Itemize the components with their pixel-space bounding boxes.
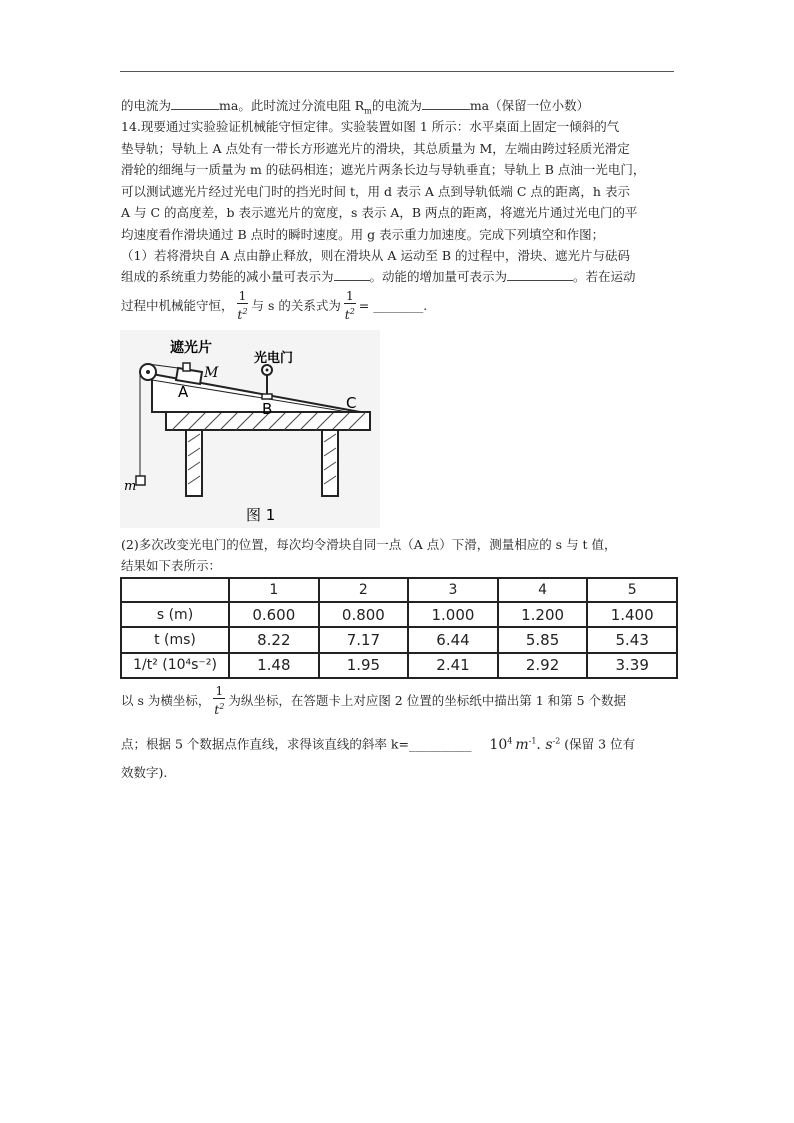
question-14-line: 可以测试遮光片经过光电门时的挡光时间 t，用 d 表示 A 点到导轨低端 C 点的距离，h 表示 (121, 184, 630, 199)
text-segment: 以 s 为横坐标， (121, 693, 211, 708)
question-14-line: 滑轮的细绳与一质量为 m 的砝码相连；遮光片两条长边与导轨垂直；导轨上 B 点油一光电门， (121, 162, 646, 177)
text-segment: 与 s 的关系式为 (251, 298, 341, 313)
table-cell: 5.43 (587, 627, 677, 652)
header-rule (120, 71, 674, 72)
answer-blank[interactable] (422, 97, 470, 110)
label-B: B (262, 400, 273, 418)
row-label-inv-t2: 1/t² (10⁴s⁻²) (121, 653, 229, 678)
row-label-s: s (m) (121, 602, 229, 627)
table-leg-right (322, 430, 338, 496)
table-header-cell: 4 (498, 578, 588, 602)
table-header-cell: 5 (587, 578, 677, 602)
table-cell: 1.000 (408, 602, 498, 627)
table-cell: 1.200 (498, 602, 588, 627)
text-segment: 的电流为 (121, 98, 172, 113)
text-segment: 的电流为 (371, 98, 422, 113)
table-header-cell: 2 (319, 578, 409, 602)
table-header-cell: 3 (408, 578, 498, 602)
table-row (121, 627, 677, 652)
table-cell: 7.17 (319, 627, 409, 652)
text-segment: 。动能的增加量可表示为 (369, 269, 508, 284)
answer-blank[interactable] (171, 97, 219, 110)
table-cell: 1.400 (587, 602, 677, 627)
table-row (121, 602, 677, 627)
shading-plate (183, 363, 190, 371)
text-segment: (保留 3 位有 (564, 736, 636, 752)
question-14-line: 均速度看作滑块通过 B 点时的瞬时速度。用 g 表示重力加速度。完成下列填空和作图； (121, 227, 605, 242)
fraction-one-over-t-squared: $\frac{1}{t^2}$ (344, 288, 355, 323)
table-cell: 3.39 (587, 653, 677, 678)
table-cell: 2.92 (498, 653, 588, 678)
table-cell: 6.44 (408, 627, 498, 652)
label-C: C (346, 394, 357, 412)
table-header-row (121, 578, 677, 602)
after-table-line (121, 732, 635, 754)
subscript: m (364, 106, 372, 116)
fraction-one-over-t-squared: $\frac{1}{t^2}$ (214, 683, 225, 718)
answer-blank[interactable] (334, 268, 370, 281)
table-cell: 1.95 (319, 653, 409, 678)
table-cell: 2.41 (408, 653, 498, 678)
text-segment: ma（保留一位小数） (469, 98, 590, 113)
part1-line (121, 287, 427, 325)
data-table (120, 577, 678, 679)
question-14-line: 垫导轨；导轨上 A 点处有一带长方形遮光片的滑块，其总质量为 M，左端由跨过轻质光滑定 (121, 141, 630, 156)
weight-block (136, 476, 145, 485)
text-segment: 为纵坐标，在答题卡上对应图 2 位置的坐标纸中描出第 1 和第 5 个数据 (228, 693, 627, 708)
table-row (121, 653, 677, 678)
text-segment: 点；根据 5 个数据点作直线，求得该直线的斜率 k= (121, 736, 409, 752)
table-leg-left (186, 430, 202, 496)
text-segment: 组成的系统重力势能的减小量可表示为 (121, 269, 334, 284)
label-m: m (124, 479, 137, 494)
part2-line: (2)多次改变光电门的位置，每次均令滑块自同一点（A 点）下滑，测量相应的 s 与 t 值， (121, 537, 617, 552)
after-table-line: 效数字). (121, 765, 168, 780)
table-cell: 5.85 (498, 627, 588, 652)
row-label-t: t (ms) (121, 627, 229, 652)
text-segment: ma。此时流过分流电阻 R (219, 98, 365, 113)
label-A: A (178, 383, 189, 401)
table-cell: 0.600 (229, 602, 319, 627)
text-line (121, 97, 589, 121)
text-segment: 。若在运动 (573, 269, 636, 284)
figure-caption: 图 1 (246, 506, 276, 524)
text-segment: = ________. (358, 298, 428, 313)
question-14-line: A 与 C 的高度差，b 表示遮光片的宽度，s 表示 A，B 两点的距离，将遮光片通过光电门的平 (121, 205, 638, 220)
figure-1-apparatus (120, 330, 380, 528)
after-table-line (121, 682, 626, 720)
label-M: M (204, 365, 219, 381)
question-14-line: 14.现要通过实验验证机械能守恒定律。实验装置如图 1 所示：水平桌面上固定一倾斜的气 (121, 119, 620, 134)
table-cell: 0.800 (319, 602, 409, 627)
part2-line: 结果如下表所示： (121, 558, 222, 573)
label-shading-plate: 遮光片 (170, 340, 212, 356)
part1-line (121, 268, 636, 286)
table-cell: 8.22 (229, 627, 319, 652)
table-header-cell (121, 578, 229, 602)
part1-line: （1）若将滑块自 A 点由静止释放，则在滑块从 A 运动至 B 的过程中，滑块、遮光片与砝码 (121, 248, 631, 263)
text-segment: 过程中机械能守恒， (121, 298, 234, 313)
slope-answer-blank[interactable]: __________ (408, 736, 472, 752)
label-photogate: 光电门 (254, 351, 294, 366)
table-header-cell: 1 (229, 578, 319, 602)
answer-blank[interactable] (507, 268, 573, 281)
fraction-one-over-t-squared: $\frac{1}{t^2}$ (237, 288, 248, 323)
table-cell: 1.48 (229, 653, 319, 678)
slope-unit: $10^4$ $m^{-1}$. $s^{-2}$ (489, 736, 561, 753)
